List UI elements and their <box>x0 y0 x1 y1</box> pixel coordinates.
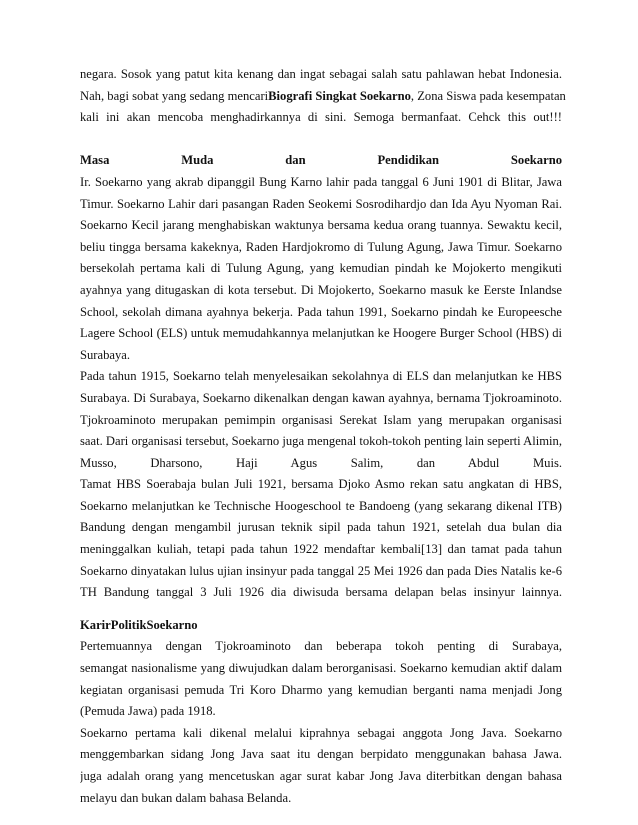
body-line: School, sekolah dimana ayahnya bekerja. Pada tahun 1991, Soekarno pindah ke Europeesche <box>80 304 562 319</box>
body-line: ayahnya yang ditugaskan di kota tersebut. Di Mojokerto, Soekarno masuk ke Eerste Inlandse <box>80 282 562 297</box>
body-line: Lagere School (ELS) untuk memudahkannya melanjutkan ke Hoogere Burger School (HBS) di <box>80 326 562 341</box>
intro-text: , Zona Siswa pada kesempatan <box>410 88 566 103</box>
paragraph-gap <box>80 604 562 615</box>
body-line: Musso, Dharsono, Haji Agus Salim, dan Abdul Muis. <box>80 455 562 470</box>
body-line: Bandung dengan mengambil jurusan teknik sipil pada tahun 1921, setelah dua bulan dia <box>80 520 562 535</box>
intro-line: negara. Sosok yang patut kita kenang dan ingat sebagai salah satu pahlawan hebat Indonesia. <box>80 67 562 81</box>
body-line: juga adalah orang yang mencetuskan agar surat kabar Jong Java diterbitkan dengan bahasa <box>80 769 562 783</box>
body-line: bersekolah pertama kali di Tulung Agung, yang kemudian pindah ke Mojokerto mengikuti <box>80 261 562 276</box>
body-line: Surabaya. Di Surabaya, Soekarno dikenalkan dengan kawan ayahnya, bernama Tjokroaminoto. <box>80 390 562 405</box>
section-heading: Masa Muda dan Pendidikan Soekarno <box>80 153 562 168</box>
intro-line <box>80 86 566 108</box>
body-line: Tamat HBS Soerabaja bulan Juli 1921, bersama Djoko Asmo rekan satu angkatan di HBS, <box>80 477 562 492</box>
body-line: saat. Dari organisasi tersebut, Soekarno juga mengenal tokoh-tokoh penting lain seperti Alimin, <box>80 434 562 449</box>
body-line: Soekarno Kecil jarang menghabiskan waktunya bersama kedua orang tuannya. Sewaktu kecil, <box>80 218 562 233</box>
body-line: Pada tahun 1915, Soekarno telah menyelesaikan sekolahnya di ELS dan melanjutkan ke HBS <box>80 369 562 384</box>
body-line: menggembarkan sidang Jong Java saat itu dengan berpidato menggunakan bahasa Jawa. <box>80 747 562 762</box>
body-line: TH Bandung tanggal 3 Juli 1926 dia diwisuda bersama delapan belas insinyur lainnya. <box>80 585 562 600</box>
intro-text: Nah, bagi sobat yang sedang mencari <box>80 88 269 103</box>
body-line: melayu dan bukan dalam bahasa Belanda. <box>80 790 292 805</box>
body-line: (Pemuda Jawa) pada 1918. <box>80 704 216 719</box>
body-line: beliu tingga bersama kakeknya, Raden Hardjokromo di Tulung Agung, Jawa Timur. Soekarno <box>80 239 562 254</box>
paragraph-gap <box>80 129 562 151</box>
document-page <box>80 64 566 809</box>
body-line: Soekarno dinyatakan lulus ujian insinyur pada tanggal 25 Mei 1926 dan pada Dies Natalis ke-6 <box>80 563 562 578</box>
intro-line: kali ini akan mencoba menghadirkannya di sini. Semoga bermanfaat. Cehck this out!!! <box>80 110 562 125</box>
body-line: Pertemuannya dengan Tjokroaminoto dan beberapa tokoh penting di Surabaya, <box>80 639 562 654</box>
body-line: kegiatan organisasi pemuda Tri Koro Dharmo yang kemudian berganti nama menjadi Jong <box>80 682 562 697</box>
body-line: Soekarno pertama kali dikenal melalui kiprahnya sebagai anggota Jong Java. Soekarno <box>80 725 562 740</box>
section-body <box>80 636 562 809</box>
section-heading: KarirPolitikSoekarno <box>80 617 198 632</box>
body-line: Ir. Soekarno yang akrab dipanggil Bung Karno lahir pada tanggal 6 Juni 1901 di Blitar, Jawa <box>80 174 562 189</box>
body-line: semangat nasionalisme yang diwujudkan dalam berorganisasi. Soekarno kemudian aktif dalam <box>80 661 562 676</box>
body-line: meninggalkan kuliah, tetapi pada tahun 1922 mendaftar kembali[13] dan tamat pada tahun <box>80 542 562 557</box>
section-body <box>80 172 562 604</box>
body-line: Surabaya. <box>80 347 131 362</box>
body-line: Tjokroaminoto merupakan pemimpin organisasi Serekat Islam yang merupakan organisasi <box>80 412 562 427</box>
article-topic: Biografi Singkat Soekarno <box>268 88 411 103</box>
body-line: Soekarno melanjutkan ke Technische Hoogeschool te Bandoeng (yang sekarang dikenal ITB) <box>80 498 562 513</box>
body-line: Timur. Soekarno Lahir dari pasangan Raden Seokemi Sosrodihardjo dan Ida Ayu Nyoman Rai. <box>80 196 562 211</box>
